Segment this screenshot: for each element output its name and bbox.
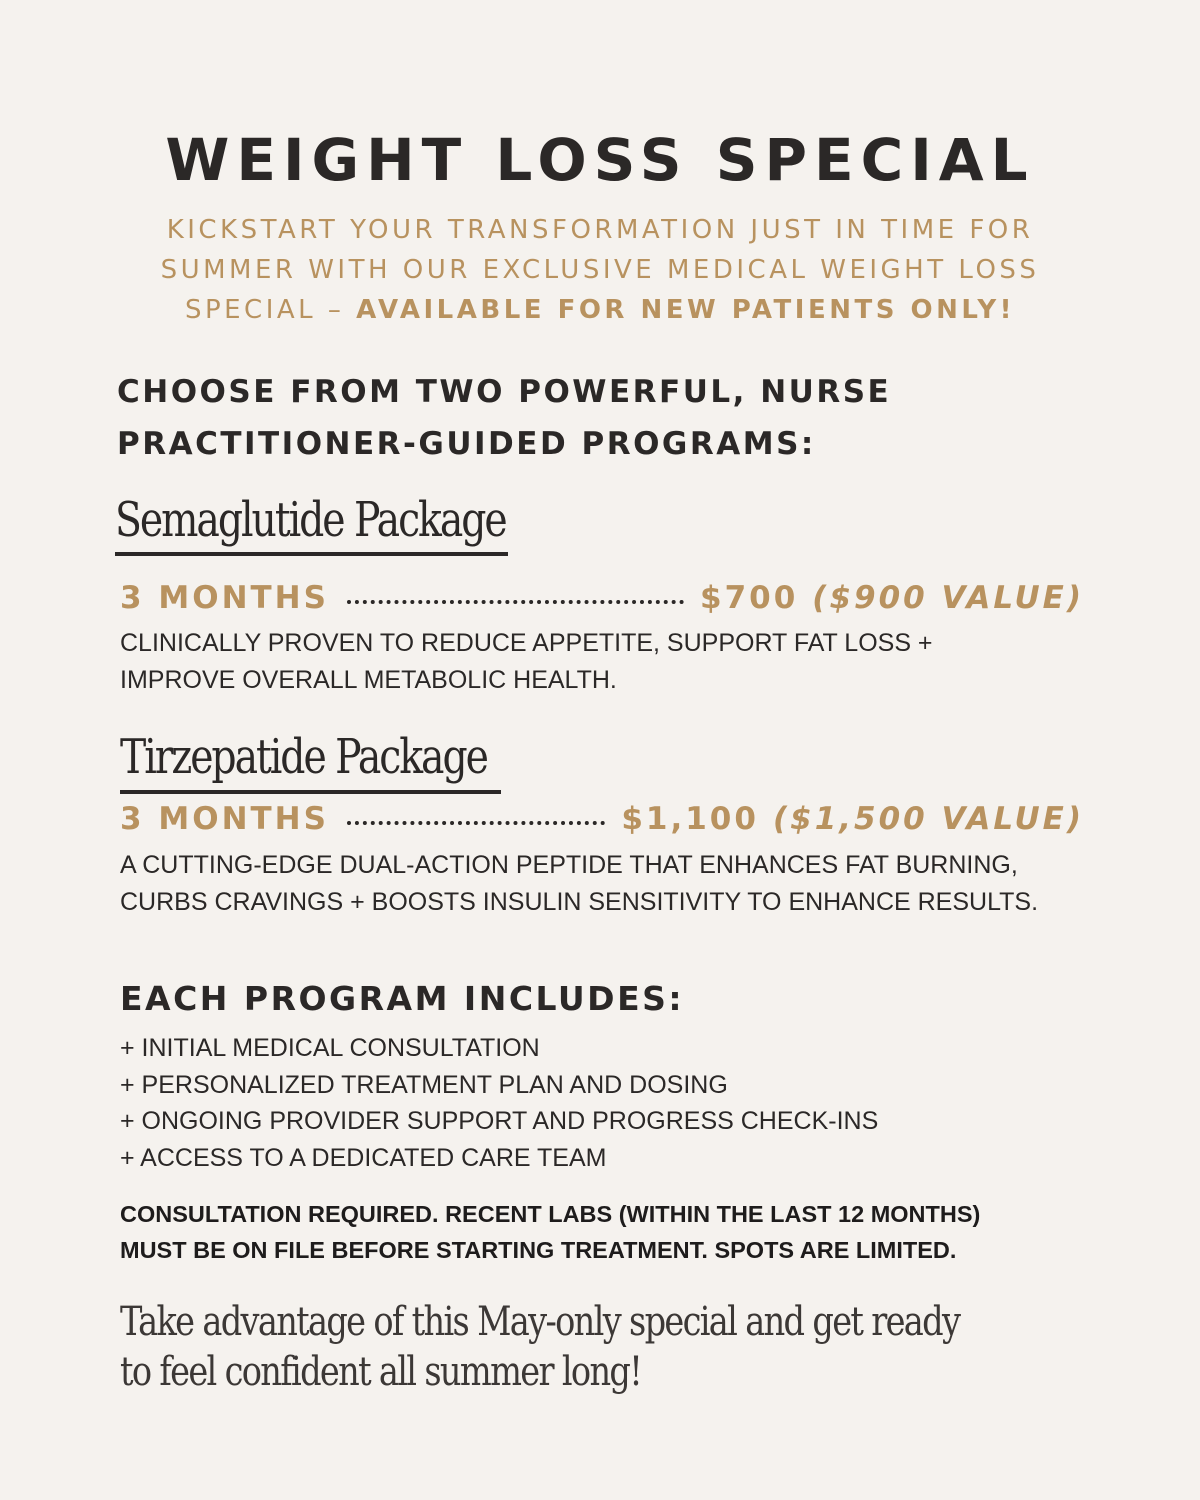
tirzepatide-title-underline <box>120 790 501 794</box>
subtitle-line-1: KICKSTART YOUR TRANSFORMATION JUST IN TIME FOR <box>166 215 1034 245</box>
tirzepatide-value-note: ($1,500 VALUE) <box>772 801 1084 837</box>
semaglutide-title-underline <box>115 552 508 556</box>
closing-message <box>120 1297 1044 1397</box>
subtitle-line-3-prefix: SPECIAL – <box>184 295 357 325</box>
programs-intro-line-2: PRACTITIONER-GUIDED PROGRAMS: <box>117 426 816 462</box>
new-patients-only-note: AVAILABLE FOR NEW PATIENTS ONLY! <box>356 295 1016 325</box>
semaglutide-price-row <box>120 574 1084 622</box>
semaglutide-value-note: ($900 VALUE) <box>812 580 1084 616</box>
tirzepatide-description-line-1: A CUTTING-EDGE DUAL-ACTION PEPTIDE THAT ENHANCES FAT BURNING, <box>120 851 1018 879</box>
semaglutide-price: $700 <box>700 580 799 616</box>
tirzepatide-duration: 3 MONTHS <box>120 801 329 837</box>
tirzepatide-description-line-2: CURBS CRAVINGS + BOOSTS INSULIN SENSITIVITY TO ENHANCE RESULTS. <box>120 888 1039 916</box>
tirzepatide-package-title: Tirzepatide Package <box>120 729 487 785</box>
list-item: + ACCESS TO A DEDICATED CARE TEAM <box>120 1143 607 1172</box>
closing-line-2: to feel confident all summer long! <box>120 1349 642 1395</box>
includes-list <box>120 1030 1100 1176</box>
semaglutide-duration: 3 MONTHS <box>120 580 329 616</box>
subtitle-line-3 <box>100 290 1100 330</box>
closing-line-1: Take advantage of this May-only special and get ready <box>120 1299 960 1345</box>
semaglutide-description <box>120 625 1100 699</box>
list-item: + ONGOING PROVIDER SUPPORT AND PROGRESS CHECK-INS <box>120 1107 879 1135</box>
page-title: WEIGHT LOSS SPECIAL <box>165 126 1035 194</box>
programs-intro-line-1: CHOOSE FROM TWO POWERFUL, NURSE <box>117 374 892 410</box>
tirzepatide-price-row <box>120 795 1084 843</box>
requirements-notice-line-2: MUST BE ON FILE BEFORE STARTING TREATMENT. SPOTS ARE LIMITED. <box>120 1237 957 1263</box>
tirzepatide-description <box>120 847 1100 921</box>
list-item: + INITIAL MEDICAL CONSULTATION <box>120 1034 540 1062</box>
requirements-notice-line-1: CONSULTATION REQUIRED. RECENT LABS (WITHIN THE LAST 12 MONTHS) <box>120 1201 981 1227</box>
semaglutide-description-line-1: CLINICALLY PROVEN TO REDUCE APPETITE, SUPPORT FAT LOSS + <box>120 629 933 657</box>
programs-intro-heading <box>117 366 1117 470</box>
semaglutide-package-title: Semaglutide Package <box>115 492 506 548</box>
tirzepatide-price: $1,100 <box>621 801 759 837</box>
includes-heading: EACH PROGRAM INCLUDES: <box>120 979 685 1018</box>
subtitle <box>100 210 1100 330</box>
subtitle-line-2: SUMMER WITH OUR EXCLUSIVE MEDICAL WEIGHT LOSS <box>160 255 1040 285</box>
semaglutide-dot-leader <box>347 600 684 604</box>
requirements-notice <box>120 1196 1110 1268</box>
semaglutide-description-line-2: IMPROVE OVERALL METABOLIC HEALTH. <box>120 666 617 694</box>
tirzepatide-dot-leader <box>347 821 605 825</box>
list-item: + PERSONALIZED TREATMENT PLAN AND DOSING <box>120 1070 728 1099</box>
